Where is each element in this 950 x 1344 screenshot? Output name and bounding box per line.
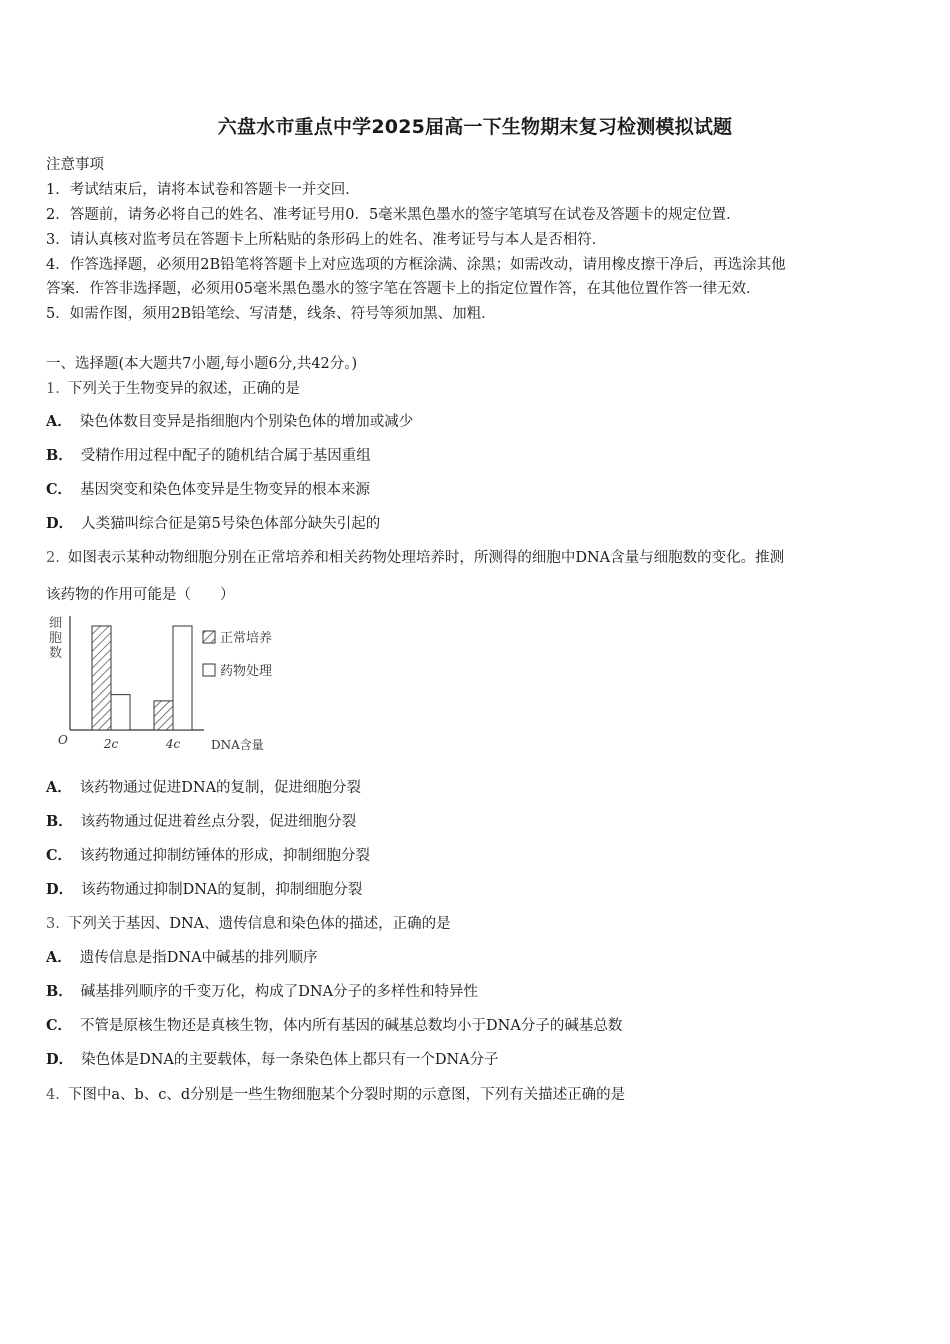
option-label: D． [46, 515, 74, 532]
option-text: 该药物通过抑制DNA的复制，抑制细胞分裂 [81, 882, 363, 898]
y-label-1: 细 [49, 616, 63, 631]
question-number: 1. [46, 381, 60, 397]
option-text: 受精作用过程中配子的随机结合属于基因重组 [80, 448, 371, 464]
option-label: C． [46, 481, 73, 498]
option-label: A． [46, 413, 72, 430]
y-label-3: 数 [49, 646, 63, 661]
bar-drug-4c [173, 626, 192, 730]
notice-item-5: 5．如需作图，须用2B铅笔绘、写清楚，线条、符号等须加黑、加粗． [46, 306, 496, 322]
option-label: A． [46, 779, 72, 796]
question-number: 2. [46, 550, 60, 566]
q2-option-a[interactable] [46, 776, 361, 797]
question-number: 4. [46, 1087, 60, 1103]
bar-drug-2c [111, 695, 130, 730]
option-text: 该药物通过抑制纺锤体的形成，抑制细胞分裂 [80, 848, 371, 864]
q3-option-a[interactable] [46, 946, 318, 967]
notice-heading: 注意事项 [46, 157, 104, 173]
x-axis-label: DNA含量 [211, 738, 264, 752]
q3-option-b[interactable] [46, 980, 478, 1001]
q1-option-b[interactable] [46, 444, 371, 465]
bar-normal-4c [154, 701, 173, 730]
section-heading: 一、选择题(本大题共7小题,每小题6分,共42分。) [46, 356, 358, 372]
origin-label: O [58, 733, 68, 747]
option-text: 染色体是DNA的主要载体，每一条染色体上都只有一个DNA分子 [81, 1052, 499, 1068]
option-label: B． [46, 813, 73, 830]
option-text: 该药物通过促进DNA的复制，促进细胞分裂 [79, 780, 362, 796]
option-text: 碱基排列顺序的千变万化，构成了DNA分子的多样性和特异性 [80, 984, 479, 1000]
notice-item-3: 3．请认真核对监考员在答题卡上所粘贴的条形码上的姓名、准考证号与本人是否相符． [46, 232, 607, 248]
q2-option-c[interactable] [46, 844, 370, 865]
question-stem: 如图表示某种动物细胞分别在正常培养和相关药物处理培养时，所测得的细胞中DNA含量与细胞数的变化。推测 [67, 550, 785, 566]
question-stem: 下列关于生物变异的叙述，正确的是 [67, 381, 300, 397]
dna-cell-count-chart [46, 612, 296, 762]
question-2-cont: 该药物的作用可能是（ ） [46, 587, 235, 603]
option-text: 遗传信息是指DNA中碱基的排列顺序 [79, 950, 318, 966]
q1-option-c[interactable] [46, 478, 370, 499]
question-stem: 下列关于基因、DNA、遗传信息和染色体的描述，正确的是 [67, 916, 451, 932]
notice-item-4-cont: 答案．作答非选择题，必须用05毫米黑色墨水的签字笔在答题卡上的指定位置作答，在其他位置作答一律无效． [46, 281, 761, 297]
option-label: A． [46, 949, 72, 966]
option-label: B． [46, 447, 73, 464]
legend-drug: 药物处理 [220, 664, 273, 679]
question-1 [46, 377, 300, 398]
q3-option-d[interactable] [46, 1048, 499, 1069]
notice-item-4: 4．作答选择题，必须用2B铅笔将答题卡上对应选项的方框涂满、涂黑；如需改动，请用橡皮擦干净后，再选涂其他 [46, 257, 786, 273]
q1-option-a[interactable] [46, 410, 413, 431]
option-text: 染色体数目变异是指细胞内个别染色体的增加或减少 [79, 414, 414, 430]
notice-item-2: 2．答题前，请务必将自己的姓名、准考证号用0．5毫米黑色墨水的签字笔填写在试卷及答题卡的规定位置． [46, 207, 741, 223]
option-label: C． [46, 1017, 73, 1034]
question-3 [46, 912, 451, 933]
q3-option-c[interactable] [46, 1014, 622, 1035]
question-2 [46, 546, 784, 567]
y-label-2: 胞 [49, 631, 63, 646]
question-4 [46, 1083, 625, 1104]
bar-normal-2c [92, 626, 111, 730]
option-text: 基因突变和染色体变异是生物变异的根本来源 [80, 482, 371, 498]
notice-item-1: 1．考试结束后，请将本试卷和答题卡一并交回． [46, 182, 360, 198]
option-label: C． [46, 847, 73, 864]
chart-bars [92, 626, 192, 730]
option-label: D． [46, 881, 74, 898]
option-text: 该药物通过促进着丝点分裂，促进细胞分裂 [80, 814, 357, 830]
x-tick-4c: 4c [165, 737, 181, 751]
x-tick-2c: 2c [103, 737, 119, 751]
page-title: 六盘水市重点中学2025届高一下生物期末复习检测模拟试题 [217, 116, 733, 138]
legend-swatch-drug [203, 664, 215, 676]
question-number: 3. [46, 916, 60, 932]
q1-option-d[interactable] [46, 512, 380, 533]
option-text: 不管是原核生物还是真核生物，体内所有基因的碱基总数均小于DNA分子的碱基总数 [80, 1018, 623, 1034]
option-label: B． [46, 983, 73, 1000]
legend-normal: 正常培养 [220, 631, 273, 646]
q2-option-d[interactable] [46, 878, 362, 899]
option-label: D． [46, 1051, 74, 1068]
legend-swatch-normal [203, 631, 215, 643]
question-stem: 下图中a、b、c、d分别是一些生物细胞某个分裂时期的示意图，下列有关描述正确的是 [67, 1087, 626, 1103]
option-text: 人类猫叫综合征是第5号染色体部分缺失引起的 [81, 516, 381, 532]
q2-option-b[interactable] [46, 810, 356, 831]
